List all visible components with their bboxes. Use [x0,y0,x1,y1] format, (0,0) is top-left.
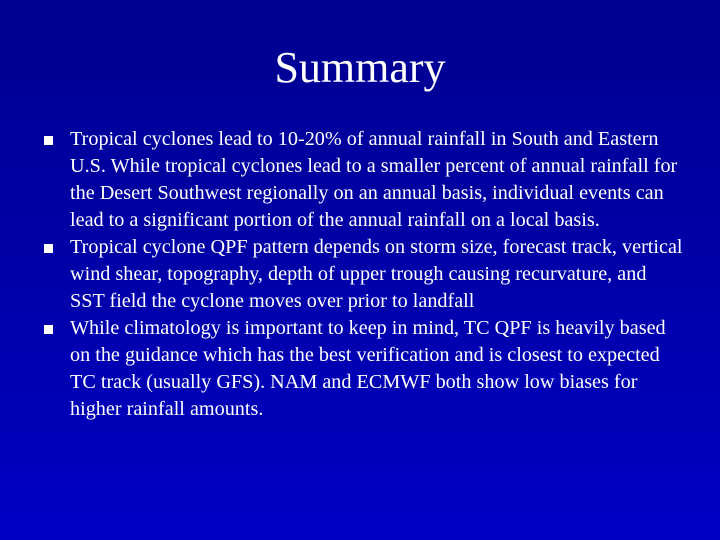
square-bullet-icon [44,234,70,261]
bullet-item [44,126,684,234]
bullet-item [44,234,684,315]
square-bullet-icon [44,315,70,342]
square-bullet-icon [44,126,70,153]
bullet-text: While climatology is important to keep in mind, TC QPF is heavily based on the guidance which has the best verification and is closest to expected TC track (usually GFS). NAM and ECMWF both show low biases for higher rainfall amounts. [70,317,666,420]
bullet-text: Tropical cyclone QPF pattern depends on storm size, forecast track, vertical wind shear, topography, depth of upper trough causing recurvature, and SST field the cyclone moves over prior to landfall [70,236,683,312]
bullet-text: Tropical cyclones lead to 10-20% of annual rainfall in South and Eastern U.S. While tropical cyclones lead to a smaller percent of annual rainfall for the Desert Southwest regionally on an annual basis, individual events can lead to a significant portion of the annual rainfall on a local basis. [70,128,678,231]
bullet-list [44,126,684,423]
slide-title: Summary [274,43,446,92]
bullet-item [44,315,684,423]
